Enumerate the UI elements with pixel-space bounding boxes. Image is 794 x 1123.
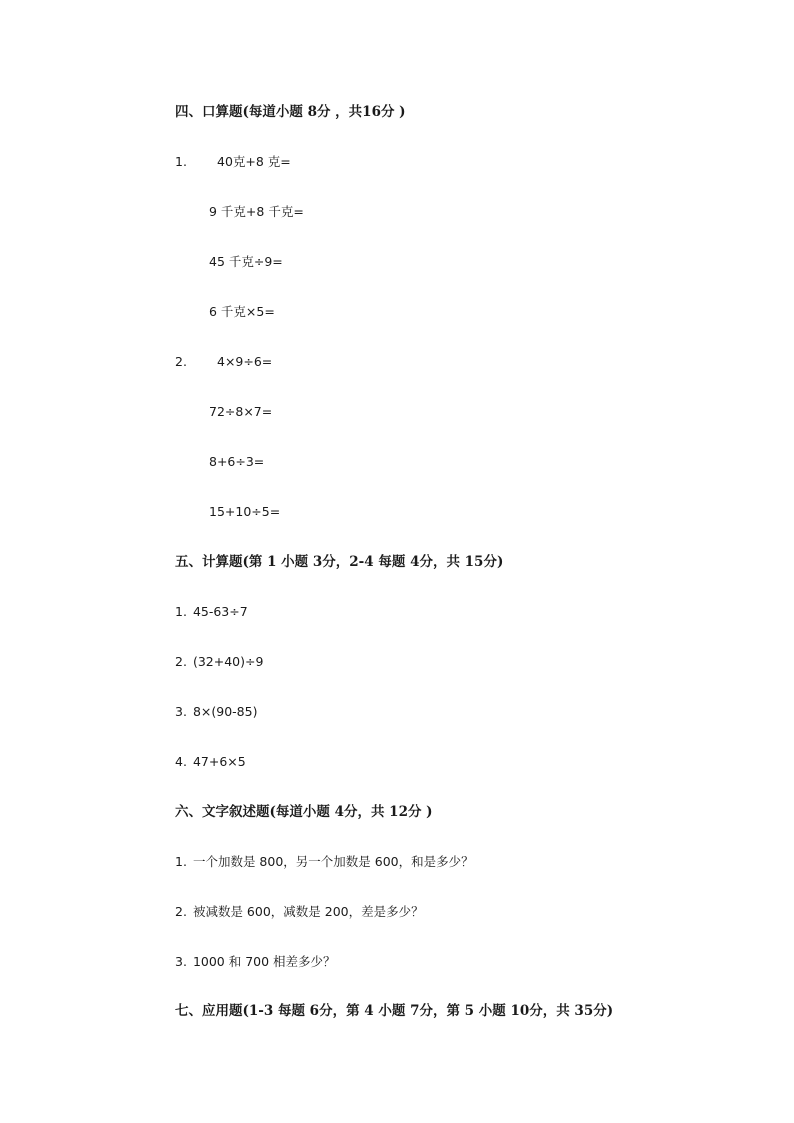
question-number: 3. [175,704,187,719]
word-problem-item [175,854,474,870]
word-problem-item [175,954,336,970]
question-1-first-item [175,154,291,170]
question-1-item: 45 千克÷9= [209,254,283,269]
section-heading-word-problems: 六、文字叙述题(每道小题 4分，共 12分 ) [175,804,433,820]
question-1-item: 9 千克+8 千克= [209,204,304,219]
question-text: 1000 和 700 相差多少？ [192,954,336,969]
question-number: 2. [175,354,187,369]
word-problem-item [175,904,424,920]
question-number: 1. [175,854,187,869]
section-heading-mental-math: 四、口算题(每道小题 8分 ，共16分 ) [175,104,406,120]
question-number: 4. [175,754,187,769]
section-heading-calculation: 五、计算题(第 1 小题 3分，2-4 每题 4分，共 15分) [175,554,504,570]
question-number: 2. [175,654,187,669]
question-text: (32+40)÷9 [192,654,264,669]
question-number: 1. [175,154,187,169]
question-1-item: 6 千克×5= [209,304,275,319]
question-text: 47+6×5 [192,754,246,769]
question-number: 3. [175,954,187,969]
question-text: 8×(90-85) [192,704,258,719]
question-2-item: 8+6÷3= [209,454,265,469]
question-text: 40克+8 克= [217,154,291,169]
calculation-item [175,754,246,770]
calculation-item [175,604,248,620]
question-2-first-item [175,354,272,370]
question-text: 一个加数是 800，另一个加数是 600，和是多少？ [192,854,474,869]
section-heading-applications: 七、应用题(1-3 每题 6分，第 4 小题 7分，第 5 小题 10分，共 35分) [175,1003,614,1019]
question-2-item: 72÷8×7= [209,404,273,419]
question-2-item: 15+10÷5= [209,504,281,519]
calculation-item [175,654,263,670]
question-text: 4×9÷6= [217,354,273,369]
question-text: 45-63÷7 [192,604,248,619]
question-text: 被减数是 600，减数是 200，差是多少？ [192,904,424,919]
calculation-item [175,704,257,720]
question-number: 2. [175,904,187,919]
question-number: 1. [175,604,187,619]
